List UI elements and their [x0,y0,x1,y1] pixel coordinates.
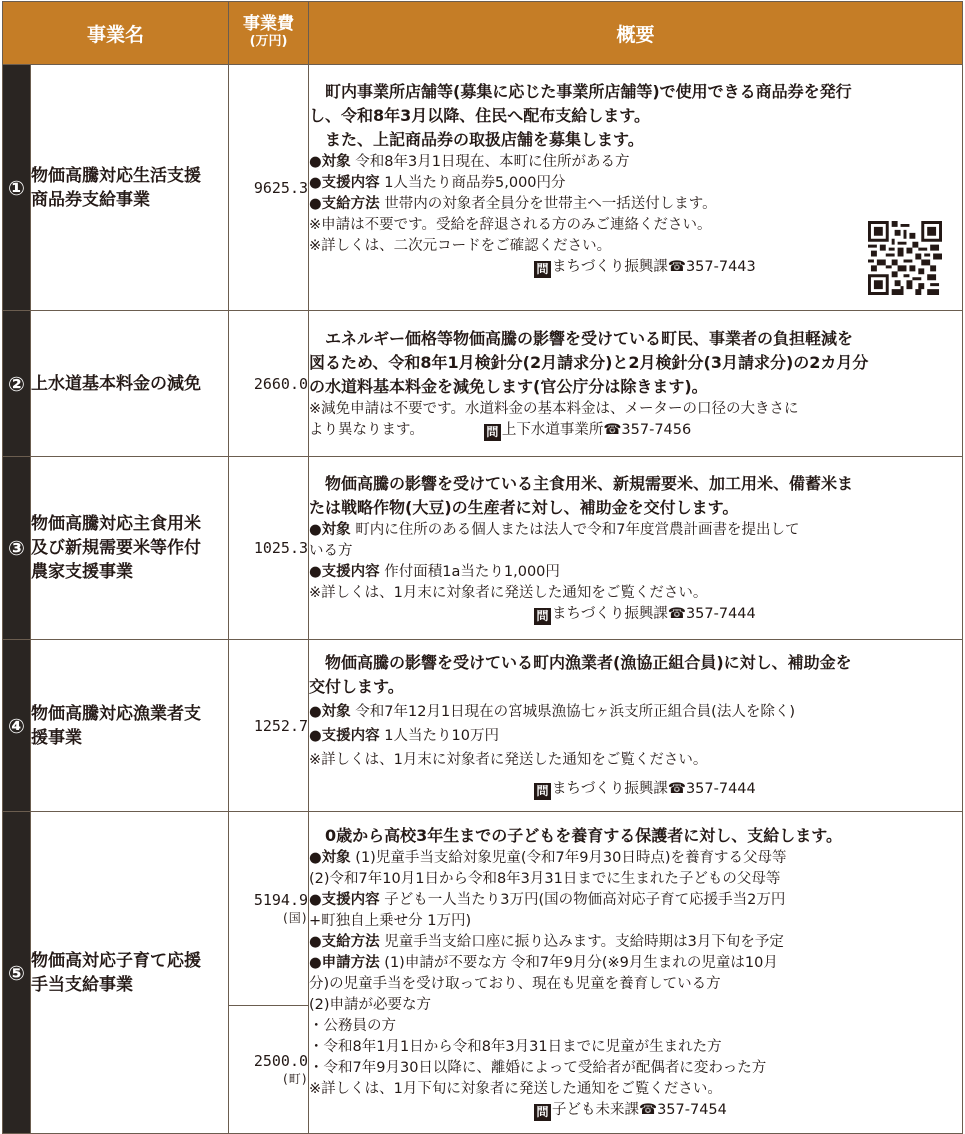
list-item: ・令和8年1月1日から令和8年3月31日までに児童が生まれた方 [309,1039,722,1055]
project-cost: 1025.3 [229,457,309,640]
project-summary: 物価高騰の影響を受けている主食用米、新規需要米、加工用米、備蓄米ま たは戦略作物(大豆)の生産者に対し、補助金を交付します。 ●対象 町内に住所のある個人または法人で令和7年度営農計画書を提出して いる方 ●支援内容 作付面積1a当たり1,000円 ※詳しくは、1月末に対象者に発送した通知をご覧ください。 問 まちづくり振興課☎357-7444 [309,457,963,640]
inquiry-mark-icon: 問 [534,783,551,800]
project-name: 物価高騰対応生活支援 商品券支給事業 [31,65,229,311]
header-summary: 概要 [309,2,963,65]
row-number: ④ [3,640,31,812]
inquiry-mark-icon: 問 [484,424,501,441]
list-item: ●支援内容 作付面積1a当たり1,000円 [309,563,560,580]
table-row [3,640,963,812]
phone-icon: ☎ [667,259,686,275]
project-table [2,1,963,1134]
header-project-cost [229,2,309,65]
project-name: 物価高対応子育て応援 手当支給事業 [31,812,229,1134]
list-item: ●対象 令和8年3月1日現在、本町に住所がある方 [309,154,630,170]
list-item: ・令和7年9月30日以降に、離婚によって受給者が配偶者に変わった方 [309,1060,767,1076]
contact-line: 問 まちづくり振興課☎357-7444 [309,779,962,800]
list-item: ●支援内容 1人当たり商品券5,000円分 [309,175,566,191]
inquiry-mark-icon: 問 [534,608,551,625]
list-item: ●対象 町内に住所のある個人または法人で令和7年度営農計画書を提出して [309,521,800,538]
phone-number: 357-7443 [685,259,756,275]
row-number: ② [3,311,31,457]
table-row [3,65,963,311]
phone-icon: ☎ [667,781,686,797]
list-item: 分)の児童手当を受け取っており、現在も児童を養育している方 [309,976,721,992]
row-number: ③ [3,457,31,640]
list-item: ・公務員の方 [309,1018,397,1034]
table-row [3,311,963,457]
header-project-name: 事業名 [3,2,229,65]
list-item: (2)申請が必要な方 [309,997,432,1013]
inquiry-mark-icon: 問 [534,261,551,278]
project-name: 物価高騰対応主食用米 及び新規需要米等作付 農家支援事業 [31,457,229,640]
list-item: +町独自上乗せ分 1万円) [309,913,472,929]
list-item: ●対象 令和7年12月1日現在の宮城県漁協七ヶ浜支所正組合員(法人を除く) [309,704,795,720]
project-cost-town: 2500.0 (町) [229,1006,309,1134]
contact-line: 問 子ども未来課☎357-7454 [309,1100,962,1121]
contact-line: 問 まちづくり振興課☎357-7443 [309,257,962,278]
header-cost-label: 事業費 [243,14,295,34]
inquiry-mark-icon: 問 [534,1104,551,1121]
row-number: ⑤ [3,812,31,1134]
list-item: ●支援内容 子ども一人当たり3万円(国の物価高対応子育て応援手当2万円 [309,892,786,908]
project-cost: 2660.0 [229,311,309,457]
project-summary: エネルギー価格等物価高騰の影響を受けている町民、事業者の負担軽減を 図るため、令和8年1月検針分(2月請求分)と2月検針分(3月請求分)の2カ月分 の水道料基本料金を減免します(官公庁分は除きます)。 ※減免申請は不要です。水道料金の基本料金は、メーターの口径の大きさに より異なります。 問 上下水道事業所☎357-7456 [309,311,963,457]
phone-icon: ☎ [667,605,686,622]
contact-line: 問 まちづくり振興課☎357-7444 [309,604,962,625]
phone-icon: ☎ [639,1102,658,1118]
phone-number: 357-7454 [657,1102,727,1118]
table-row [3,812,963,1006]
list-item: ●申請方法 (1)申請が不要な方 令和7年9月分(※9月生まれの児童は10月 [309,955,778,971]
list-item: ●支給方法 世帯内の対象者全員分を世帯主へ一括送付します。 [309,196,717,212]
phone-icon: ☎ [603,421,622,438]
project-name: 上水道基本料金の減免 [31,311,229,457]
project-cost: 9625.3 [229,65,309,311]
header-cost-unit: (万円) [249,34,288,49]
row-number: ① [3,65,31,311]
list-item: ●支給方法 児童手当支給口座に振り込みます。支給時期は3月下旬を予定 [309,934,784,950]
list-item: (2)令和7年10月1日から令和8年3月31日までに生まれた子どもの父母等 [309,871,781,887]
phone-number: 357-7456 [621,421,692,438]
header-row [3,2,963,65]
table-row [3,457,963,640]
project-cost-national: 5194.9 (国) [229,812,309,1006]
project-summary: 物価高騰の影響を受けている町内漁業者(漁協正組合員)に対し、補助金を 交付します。 ●対象 令和7年12月1日現在の宮城県漁協七ヶ浜支所正組合員(法人を除く) ●支援内容 1人当たり10万円 ※詳しくは、1月末に対象者に発送した通知をご覧ください。 問 まちづくり振興課☎357-7444 [309,640,963,812]
project-cost: 1252.7 [229,640,309,812]
phone-number: 357-7444 [685,781,756,797]
project-summary: 町内事業所店舗等(募集に応じた事業所店舗等)で使用できる商品券を発行 し、令和8年3月以降、住民へ配布支給します。 また、上記商品券の取扱店舗を募集します。 ●対象 令和8年3月1日現在、本町に住所がある方 ●支援内容 1人当たり商品券5,000円分 ●支給方法 世帯内の対象者全員分を世帯主へ一括送付します。 ※申請は不要です。受給を辞退される方のみご連絡ください。 ※詳しくは、二次元コードをご確認ください。 問 まちづくり振興課☎357-7443 [309,65,963,311]
phone-number: 357-7444 [685,605,756,622]
project-name: 物価高騰対応漁業者支 援事業 [31,640,229,812]
list-item: いる方 [309,542,353,559]
contact-line: より異なります。 問 上下水道事業所☎357-7456 [309,421,692,439]
project-summary: 0歳から高校3年生までの子どもを養育する保護者に対し、支給します。 ●対象 (1)児童手当支給対象児童(令和7年9月30日時点)を養育する父母等 (2)令和7年10月1日から令和8年3月31日までに生まれた子どもの父母等 ●支援内容 子ども一人当たり3万円(国の物価高対応子育て応援手当2万円 +町独自上乗せ分 1万円) ●支給方法 児童手当支給口座に振り込みます。支給時期は3月下旬を予定 ●申請方法 (1)申請が不要な方 令和7年9月分(※9月生まれの児童は10月 分)の児童手当を受け取っており、現在も児童を養育している方 (2)申請が必要な方 ・公務員の方 ・令和8年1月1日から令和8年3月31日までに児童が生まれた方 ・令和7年9月30日以降に、離婚によって受給者が配偶者に変わった方 ※詳しくは、1月下旬に対象者に発送した通知をご覧ください。 問 子ども未来課☎357-7454 [309,812,963,1134]
qr-code-icon[interactable] [868,221,942,295]
list-item: ●支援内容 1人当たり10万円 [309,728,499,744]
list-item: ●対象 (1)児童手当支給対象児童(令和7年9月30日時点)を養育する父母等 [309,850,787,866]
